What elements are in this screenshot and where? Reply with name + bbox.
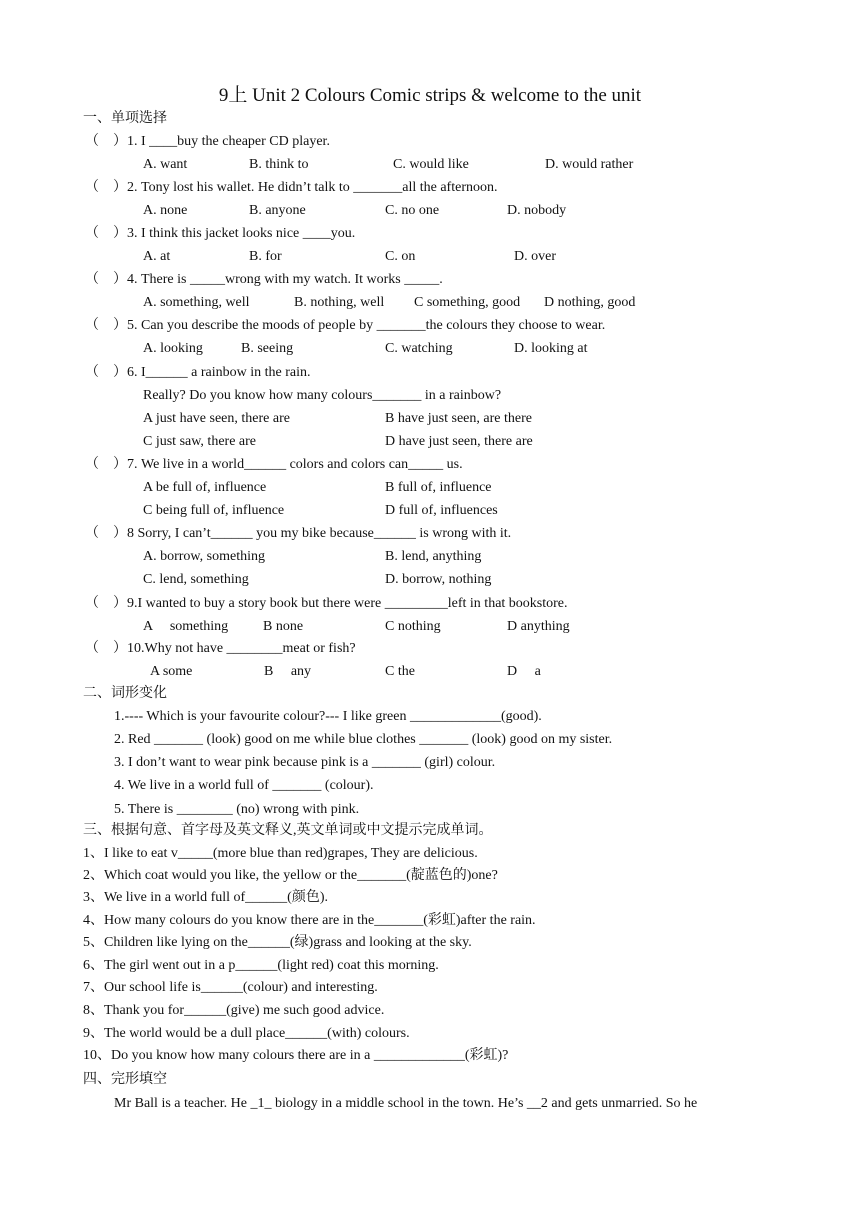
complete-word-item-5: 5、Children like lying on the______(绿)grass and looking at the sky. (83, 935, 472, 950)
question-2-stem: （ ）2. Tony lost his wallet. He didn’t talk to _______all the afternoon. (85, 180, 498, 195)
question-7-option-b: B full of, influence (385, 480, 492, 495)
question-1-stem: （ ）1. I ____buy the cheaper CD player. (85, 134, 330, 149)
section-heading-multiple-choice: 一、单项选择 (83, 111, 167, 126)
question-5-option-b: B. seeing (241, 341, 294, 356)
question-1-option-c: C. would like (393, 157, 469, 172)
question-4-option-a: A. something, well (143, 295, 250, 310)
cloze-passage: Mr Ball is a teacher. He _1_ biology in a middle school in the town. He’s __2 and gets unmarried. So he (114, 1096, 698, 1111)
complete-word-item-1: 1、I like to eat v_____(more blue than red)grapes, They are delicious. (83, 846, 478, 861)
complete-word-item-10: 10、Do you know how many colours there are in a _____________(彩虹)? (83, 1048, 509, 1063)
section-heading-cloze: 四、完形填空 (83, 1072, 167, 1087)
question-8-option-a: A. borrow, something (143, 549, 265, 564)
word-form-item-5: 5. There is ________ (no) wrong with pink. (114, 802, 360, 817)
question-8-option-d: D. borrow, nothing (385, 572, 492, 587)
question-10-option-d: D a (507, 664, 541, 679)
question-6-option-b: B have just seen, are there (385, 411, 532, 426)
question-10-option-b: B any (264, 664, 312, 679)
question-3-option-a: A. at (143, 249, 171, 264)
question-7-option-c: C being full of, influence (143, 503, 285, 518)
question-6-option-c: C just saw, there are (143, 434, 256, 449)
question-1-option-b: B. think to (249, 157, 309, 172)
question-3-option-d: D. over (514, 249, 556, 264)
question-4-option-c: C something, good (414, 295, 521, 310)
question-6-stem: （ ）6. I______ a rainbow in the rain. (85, 365, 311, 380)
question-7-stem: （ ）7. We live in a world______ colors and colors can_____ us. (85, 457, 463, 472)
word-form-item-2: 2. Red _______ (look) good on me while blue clothes _______ (look) good on my sister. (114, 732, 613, 747)
question-10-stem: （ ）10.Why not have ________meat or fish? (85, 641, 356, 656)
question-8-stem: （ ）8 Sorry, I can’t______ you my bike because______ is wrong with it. (85, 526, 512, 541)
question-10-option-c: C the (385, 664, 415, 679)
question-2-option-c: C. no one (385, 203, 440, 218)
word-form-item-1: 1.---- Which is your favourite colour?--- I like green _____________(good). (114, 709, 542, 724)
complete-word-item-4: 4、How many colours do you know there are in the_______(彩虹)after the rain. (83, 913, 536, 928)
question-4-stem: （ ）4. There is _____wrong with my watch. It works _____. (85, 272, 443, 287)
question-9-option-c: C nothing (385, 619, 441, 634)
complete-word-item-9: 9、The world would be a dull place______(with) colours. (83, 1026, 410, 1041)
complete-word-item-6: 6、The girl went out in a p______(light red) coat this morning. (83, 958, 439, 973)
question-10-option-a: A some (150, 664, 193, 679)
complete-word-item-7: 7、Our school life is______(colour) and interesting. (83, 980, 378, 995)
question-2-option-a: A. none (143, 203, 188, 218)
question-7-option-a: A be full of, influence (143, 480, 267, 495)
question-5-option-d: D. looking at (514, 341, 588, 356)
question-5-option-c: C. watching (385, 341, 453, 356)
question-6-option-d: D have just seen, there are (385, 434, 533, 449)
complete-word-item-3: 3、We live in a world full of______(颜色). (83, 890, 328, 905)
word-form-item-4: 4. We live in a world full of _______ (colour). (114, 778, 374, 793)
question-6-option-a: A just have seen, there are (143, 411, 290, 426)
question-3-option-c: C. on (385, 249, 416, 264)
question-1-option-a: A. want (143, 157, 188, 172)
question-8-option-b: B. lend, anything (385, 549, 482, 564)
question-1-option-d: D. would rather (545, 157, 634, 172)
question-9-stem: （ ）9.I wanted to buy a story book but there were _________left in that bookstore. (85, 596, 568, 611)
word-form-item-3: 3. I don’t want to wear pink because pink is a _______ (girl) colour. (114, 755, 496, 770)
question-7-option-d: D full of, influences (385, 503, 498, 518)
complete-word-item-2: 2、Which coat would you like, the yellow or the_______(靛蓝色的)one? (83, 868, 498, 883)
question-9-option-a: A something (143, 619, 229, 634)
question-5-stem: （ ）5. Can you describe the moods of people by _______the colours they choose to wear. (85, 318, 606, 333)
complete-word-item-8: 8、Thank you for______(give) me such good advice. (83, 1003, 385, 1018)
question-6-extra-line: Really? Do you know how many colours_______ in a rainbow? (143, 388, 502, 403)
question-3-stem: （ ）3. I think this jacket looks nice ____you. (85, 226, 356, 241)
question-2-option-d: D. nobody (507, 203, 567, 218)
section-heading-complete-words: 三、根据句意、首字母及英文释义,英文单词或中文提示完成单词。 (83, 823, 493, 838)
question-5-option-a: A. looking (143, 341, 203, 356)
question-9-option-b: B none (263, 619, 304, 634)
question-4-option-d: D nothing, good (544, 295, 636, 310)
question-4-option-b: B. nothing, well (294, 295, 385, 310)
page-title: 9上 Unit 2 Colours Comic strips & welcome to the unit (218, 85, 642, 106)
question-3-option-b: B. for (249, 249, 282, 264)
question-9-option-d: D anything (507, 619, 570, 634)
question-2-option-b: B. anyone (249, 203, 306, 218)
section-heading-word-forms: 二、词形变化 (83, 686, 167, 701)
question-8-option-c: C. lend, something (143, 572, 249, 587)
